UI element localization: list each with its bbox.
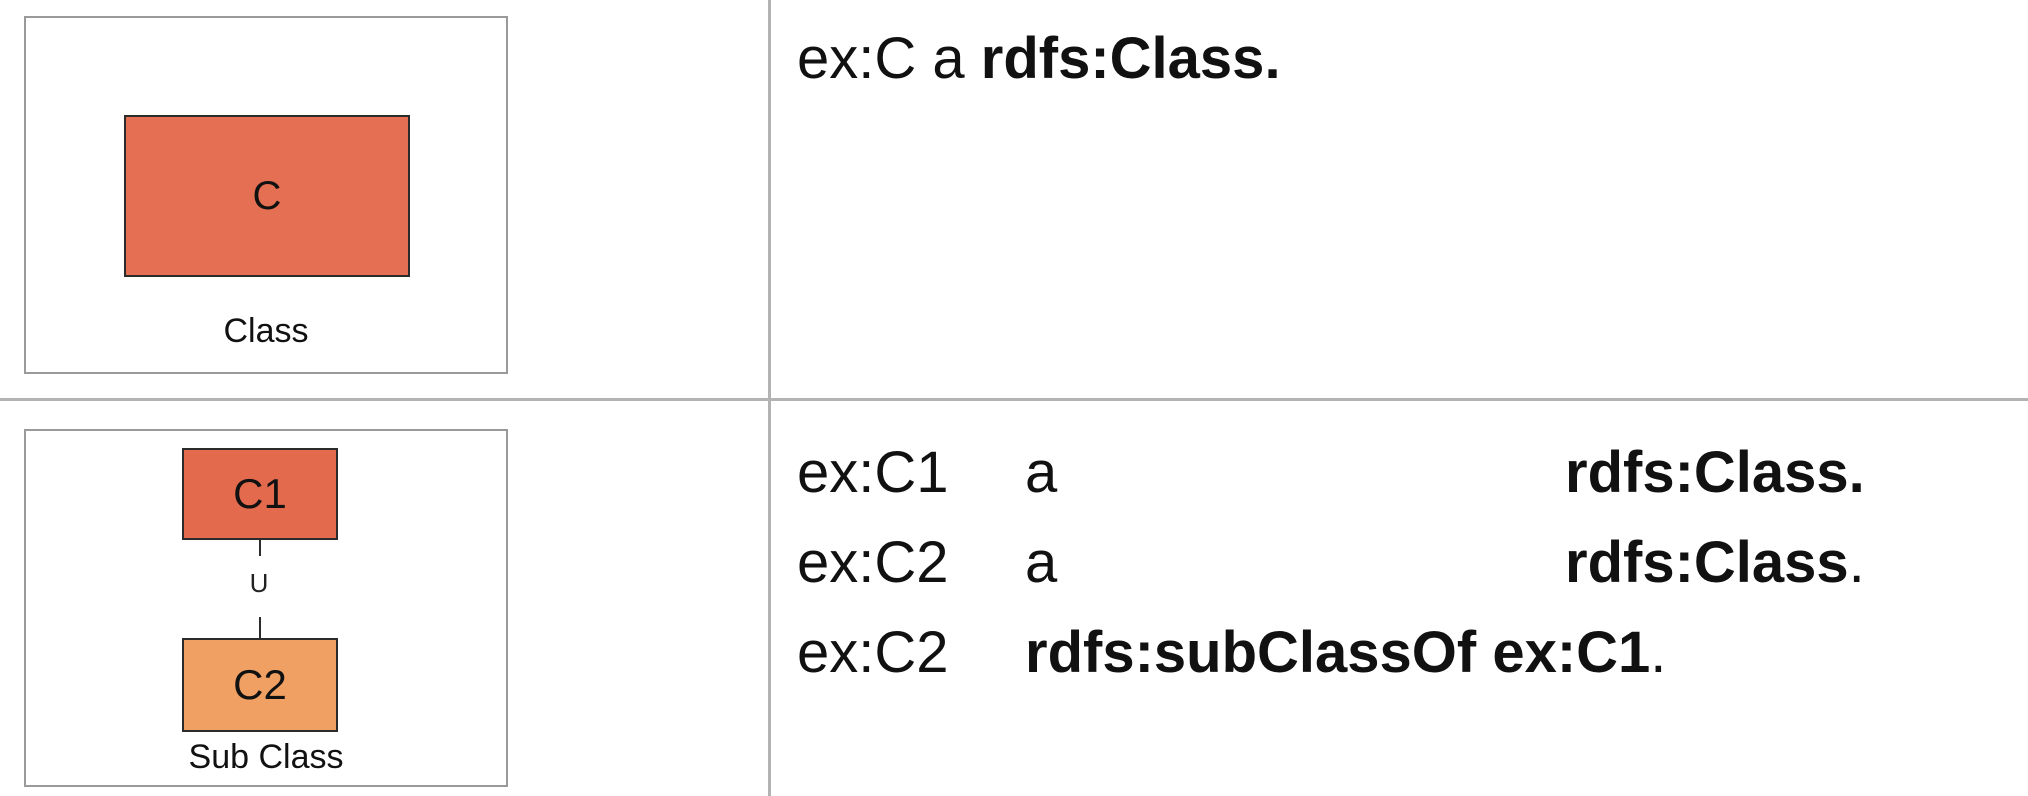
stmt-3-suffix: . — [1650, 620, 1667, 685]
subclass-symbol: U — [249, 568, 269, 598]
class-stmt-object: rdfs:Class. — [980, 26, 1281, 91]
stmt-2-subject: ex:C2 — [797, 530, 949, 595]
stmt-1-predicate: a — [1025, 440, 1058, 505]
subclass-caption: Sub Class — [188, 738, 344, 776]
class-stmt-subject: ex:C — [797, 26, 917, 91]
class-diagram-panel — [24, 16, 508, 374]
subclass-diagram-panel — [24, 429, 508, 787]
class-box-c1 — [182, 448, 338, 540]
stmt-1-subject: ex:C1 — [797, 440, 949, 505]
stmt-2-suffix: . — [1848, 530, 1865, 595]
class-box-label: C — [252, 173, 282, 218]
stmt-2-object: rdfs:Class — [1565, 530, 1849, 595]
subclass-statement-2 — [797, 530, 1865, 595]
stmt-3-predicate: rdfs:subClassOf ex:C1 — [1025, 620, 1651, 685]
c2-label: C2 — [233, 661, 287, 708]
class-stmt-predicate: a — [932, 26, 965, 91]
subclass-connector-top — [259, 540, 261, 556]
stmt-3-subject: ex:C2 — [797, 620, 949, 685]
c1-label: C1 — [233, 470, 287, 517]
stmt-2-predicate: a — [1025, 530, 1058, 595]
stmt-1-object: rdfs:Class. — [1565, 440, 1865, 505]
table-horizontal-divider — [0, 398, 2028, 401]
subclass-statement-1 — [797, 440, 1865, 505]
subclass-statement-3 — [797, 620, 1667, 685]
class-statement — [797, 26, 1281, 91]
subclass-connector-bottom — [259, 617, 261, 638]
class-box-c — [124, 115, 410, 277]
class-box-c2 — [182, 638, 338, 732]
class-caption: Class — [223, 312, 309, 350]
